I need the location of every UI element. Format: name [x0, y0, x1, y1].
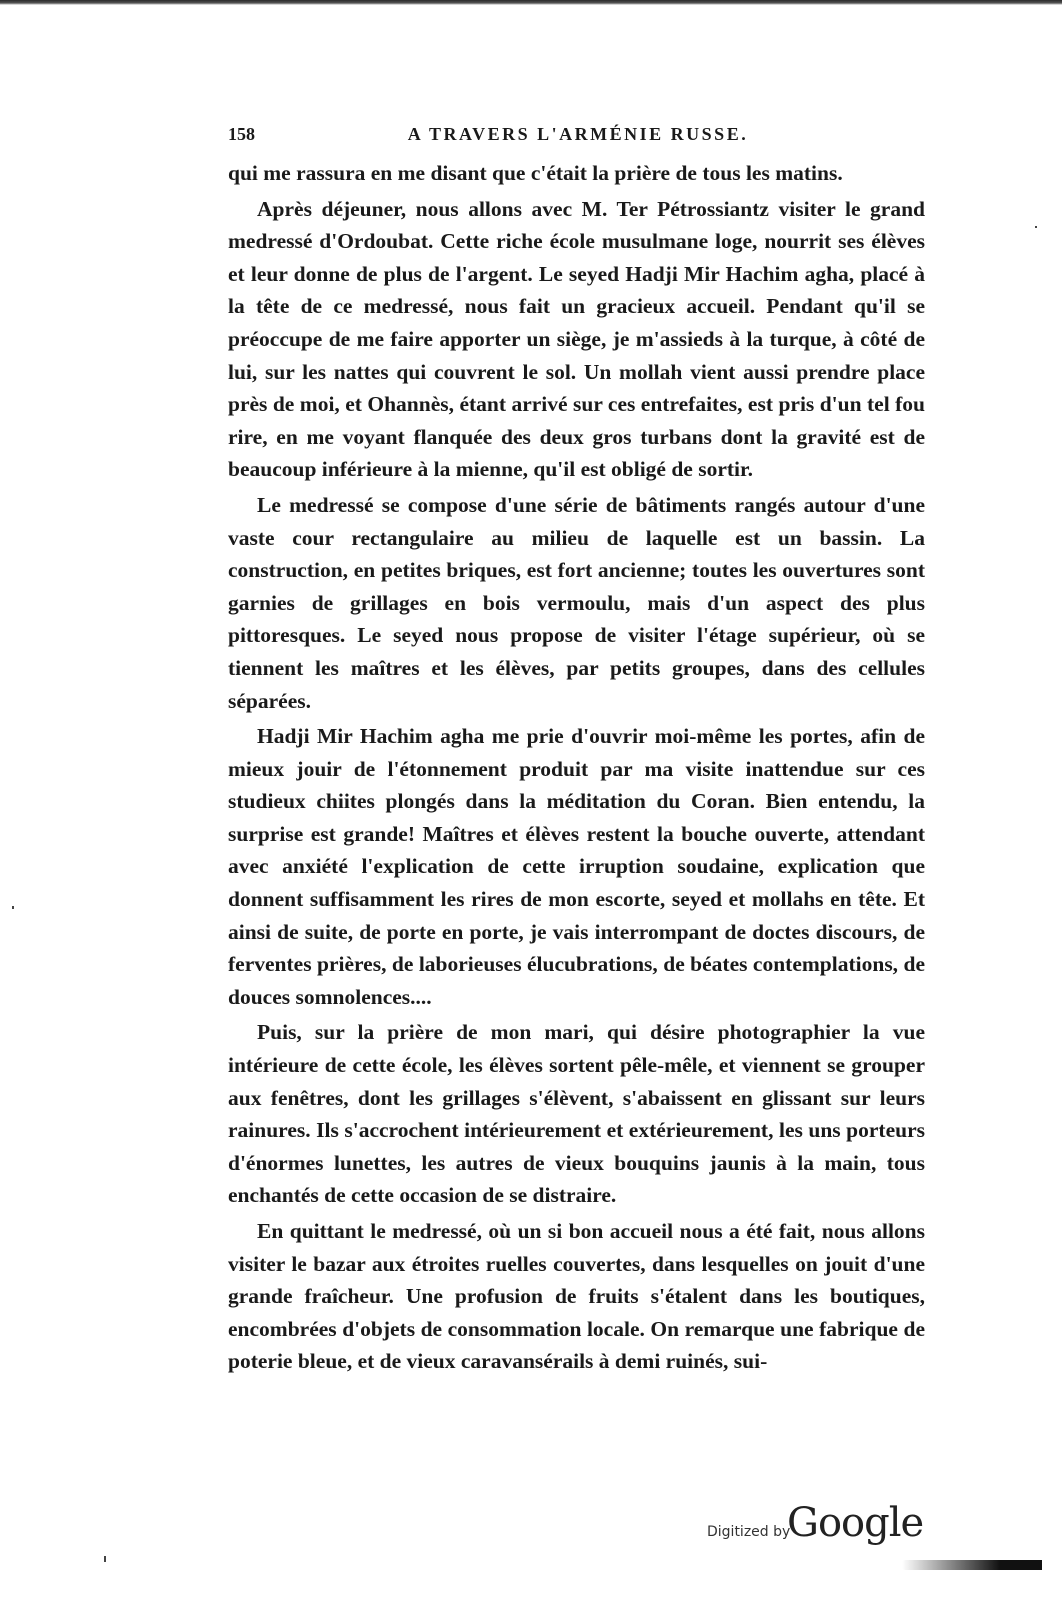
- paragraph: Hadji Mir Hachim agha me prie d'ouvrir moi-même les portes, afin de mieux jouir de l'étonnement produit par ma visite inattendue sur ces studieux chiites plongés dans la méditation du Coran. Bien entendu, la surprise est grande! Maîtres et élèves restent la bouche ouverte, attendant avec anxiété l'explication de cette irruption soudaine, explication que donnent suffisamment les rires de mon escorte, seyed et mollahs en tête. Et ainsi de suite, de porte en porte, je vais interrompant de doctes discours, de ferventes prières, de laborieuses élucubrations, de béates contemplations, de douces somnolences....: [228, 724, 925, 1009]
- paragraph: Après déjeuner, nous allons avec M. Ter Pétrossiantz visiter le grand medressé d'Ordoubat. Cette riche école musulmane loge, nourrit ses élèves et leur donne de plus de l'argent. Le seyed Hadji Mir Hachim agha, placé à la tête de ce medressé, nous fait un gracieux accueil. Pendant qu'il se préoccupe de me faire apporter un siège, je m'assieds à la turque, à côté de lui, sur les nattes qui couvrent le sol. Un mollah vient aussi prendre place près de moi, et Ohannès, étant arrivé sur ces entrefaites, est pris d'un tel fou rire, en me voyant flanquée des deux gros turbans dont la gravité est de beaucoup inférieure à la mienne, qu'il est obligé de sortir.: [228, 196, 925, 482]
- paragraph: Puis, sur la prière de mon mari, qui désire photographier la vue intérieure de cette école, les élèves sortent pêle-mêle, et viennent se grouper aux fenêtres, dont les grillages s'élèvent, s'abaissent en glissant sur leurs rainures. Ils s'accrochent intérieurement et extérieurement, les uns porteurs d'énormes lunettes, les autres de vieux bouquins jaunis à la main, tous enchantés de cette occasion de se distraire.: [228, 1020, 925, 1208]
- scan-speck: [12, 906, 14, 909]
- running-title: A TRAVERS L'ARMÉNIE RUSSE.: [407, 124, 749, 144]
- digitized-by-google-stamp: [707, 1496, 947, 1546]
- scan-speck: [104, 1556, 106, 1562]
- body-text: [228, 157, 925, 1378]
- scan-top-edge: [0, 0, 1062, 5]
- paragraph: En quittant le medressé, où un si bon accueil nous a été fait, nous allons visiter le bazar aux étroites ruelles couvertes, dans lesquelles on jouit d'une grande fraîcheur. Une profusion de fruits s'étalent dans les boutiques, encombrées d'objets de consommation locale. On remarque une fabrique de poterie bleue, et de vieux caravansérails à demi ruinés, sui-: [228, 1219, 925, 1374]
- page-number: 158: [228, 124, 255, 144]
- paragraph: Le medressé se compose d'une série de bâtiments rangés autour d'une vaste cour rectangulaire au milieu de laquelle est un bassin. La construction, en petites briques, est fort ancienne; toutes les ouvertures sont garnies de grillages en bois vermoulu, mais d'un aspect des plus pittoresques. Le seyed nous propose de visiter l'étage supérieur, où se tiennent les maîtres et les élèves, par petits groupes, dans des cellules séparées.: [228, 492, 925, 713]
- running-head: [228, 124, 928, 148]
- paragraph-continuation: qui me rassura en me disant que c'était la prière de tous les matins.: [228, 161, 843, 185]
- google-logo: Google: [787, 1500, 924, 1546]
- scan-speck: [1035, 226, 1037, 228]
- digitized-by-label: Digitized by: [707, 1524, 791, 1540]
- scan-corner-smudge: [902, 1560, 1042, 1570]
